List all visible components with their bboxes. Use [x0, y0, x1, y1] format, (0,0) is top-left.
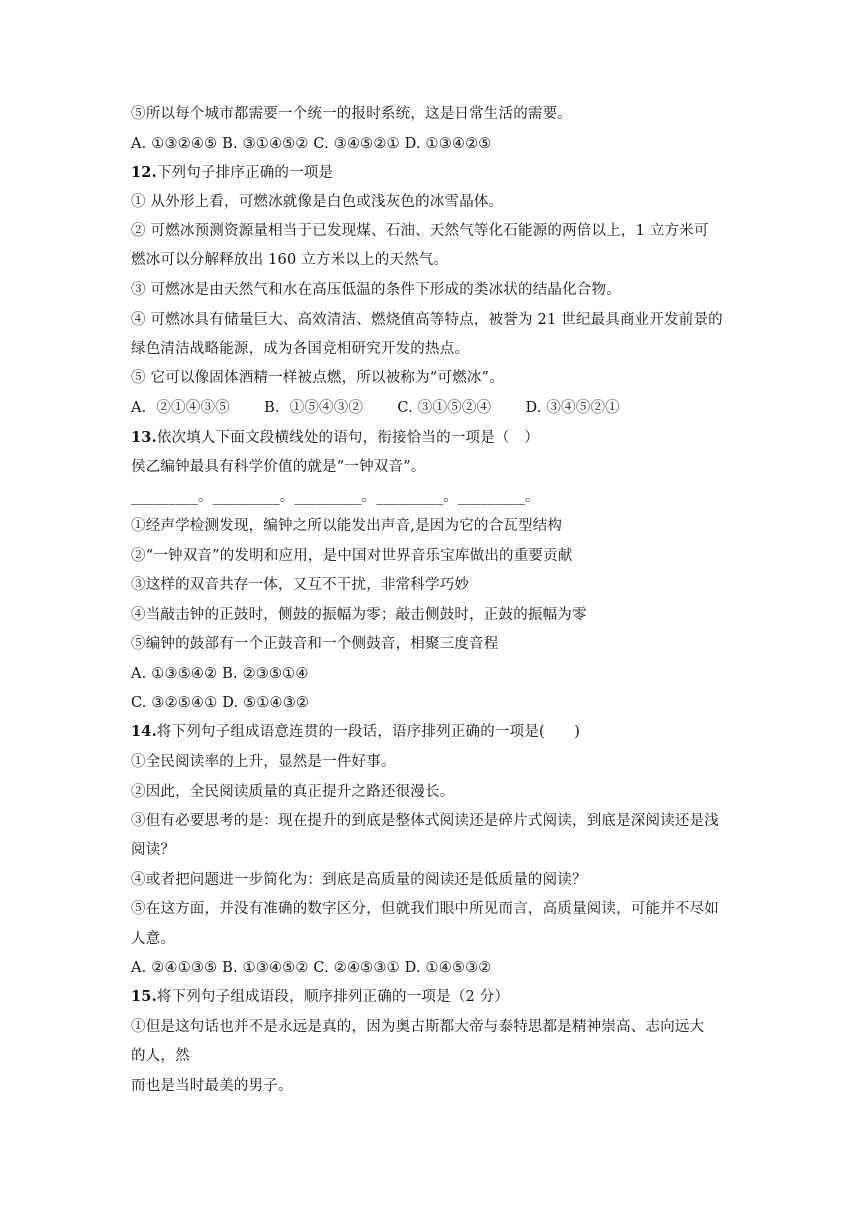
answer-options: A. ②④①③⑤ B. ①③④⑤② C. ②④⑤③① D. ①④⑤③② — [131, 960, 492, 976]
text-line: ⑤编钟的鼓部有一个正鼓音和一个侧鼓音，相聚三度音程 — [131, 636, 499, 652]
answer-options: A. ①③⑤④② B. ②③⑤①④ — [131, 666, 309, 682]
question-12-heading: 12.下列句子排序正确的一项是 — [131, 164, 334, 181]
text-line: 而也是当时最美的男子。 — [131, 1078, 293, 1094]
text-line: ①但是这句话也并不是永远是真的，因为奥古斯都大帝与泰特思都是精神崇高、志向远大 — [131, 1019, 705, 1035]
text-line: ②因此，全民阅读质量的真正提升之路还很漫长。 — [131, 784, 455, 800]
text-line: ⑤在这方面，并没有准确的数字区分，但就我们眼中所见而言，高质量阅读，可能并不尽如 — [131, 901, 719, 917]
text-line: 绿色清洁战略能源，成为各国竞相研究开发的热点。 — [131, 341, 470, 357]
text-line: ④当敲击钟的正鼓时，侧鼓的振幅为零；敲击侧鼓时，正鼓的振幅为零 — [131, 607, 587, 623]
text-line: ③但有必要思考的是：现在提升的到底是整体式阅读还是碎片式阅读，到底是深阅读还是浅 — [131, 813, 719, 829]
text-line: ④或者把问题进一步简化为：到底是高质量的阅读还是低质量的阅读？ — [131, 872, 587, 888]
question-14-heading: 14.将下列句子组成语意连贯的一段话，语序排列正确的一项是( ) — [131, 723, 581, 740]
answer-options: A. ①③②④⑤ B. ③①④⑤② C. ③④⑤②① D. ①③④②⑤ — [131, 136, 492, 152]
text-line: ①经声学检测发现，编钟之所以能发出声音,是因为它的合瓦型结构 — [131, 518, 563, 534]
text-line: ②“一钟双音”的发明和应用，是中国对世界音乐宝库做出的重要贡献 — [131, 548, 573, 564]
text-line: ③ 可燃冰是由天然气和水在高压低温的条件下形成的类冰状的结晶化合物。 — [131, 282, 621, 298]
text-line: 人意。 — [131, 931, 176, 947]
text-line: 的人，然 — [131, 1048, 190, 1064]
text-line: 燃冰可以分解释放出 160 立方米以上的天然气。 — [131, 252, 449, 268]
question-15-heading: 15.将下列句子组成语段，顺序排列正确的一项是（2 分） — [131, 988, 510, 1005]
text-line: ⑤所以每个城市都需要一个统一的报时系统，这是日常生活的需要。 — [131, 106, 572, 122]
question-13-heading: 13.依次填人下面文段横线处的语句，衔接恰当的一项是（ ） — [131, 429, 540, 446]
text-line: ①全民阅读率的上升，显然是一件好事。 — [131, 754, 396, 770]
blank-line: _________。_________。_________。_________。_________。 — [131, 489, 540, 505]
text-line: 阅读？ — [131, 842, 176, 858]
text-line: 侯乙编钟最具有科学价值的就是“一钟双音”。 — [131, 459, 426, 475]
text-line: ⑤ 它可以像固体酒精一样被点燃，所以被称为“可燃冰”。 — [131, 370, 504, 386]
text-line: ② 可燃冰预测资源量相当于已发现煤、石油、天然气等化石能源的两倍以上，1 立方米可 — [131, 223, 709, 239]
answer-options: C. ③②⑤④① D. ⑤①④③② — [131, 695, 310, 711]
text-line: ① 从外形上看，可燃冰就像是白色或浅灰色的冰雪晶体。 — [131, 194, 504, 210]
answer-options: A．②①④③⑤ B．①⑤④③② C. ③①⑤②④ D. ③④⑤②① — [131, 400, 620, 416]
text-line: ④ 可燃冰具有储量巨大、高效清洁、燃烧值高等特点，被誉为 21 世纪最具商业开发前景的 — [131, 312, 723, 328]
text-line: ③这样的双音共存一体，又互不干扰，非常科学巧妙 — [131, 577, 470, 593]
